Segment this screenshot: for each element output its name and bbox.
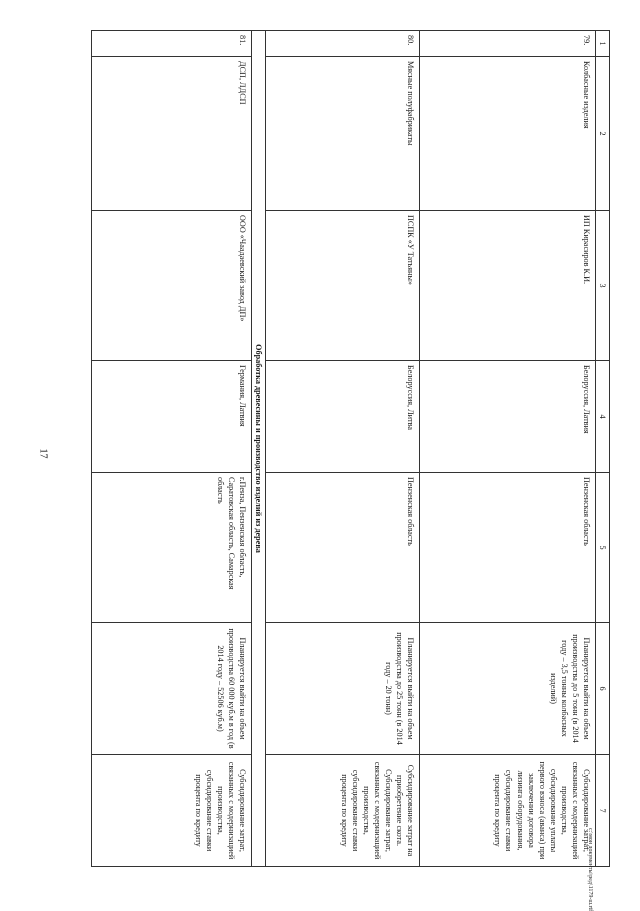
table-row — [91, 31, 251, 867]
rotated-table-sheet — [78, 30, 610, 866]
row-number: 79. — [419, 31, 595, 57]
section-title: Обработка древесины и производство изделий из дерева — [251, 31, 265, 867]
region-cell: г.Пенза, Пензенская область, Саратовская область, Самарская область — [91, 473, 251, 623]
support-cell: Субсидирование затрат, связанных с модернизацией производства, субсидирование уплаты первого взноса (аванса) при заключении договора лизинга оборудования, субсидирование ставки процента по кредиту — [419, 755, 595, 867]
countries-cell: Белоруссия, Литва — [265, 361, 419, 473]
col-header-5: 5 — [595, 473, 609, 623]
countries-cell: Германия, Латвия — [91, 361, 251, 473]
table-row — [419, 31, 595, 867]
product-cell: Мясные полуфабрикаты — [265, 57, 419, 211]
product-cell: ДСП, ЛДСП — [91, 57, 251, 211]
support-cell: Субсидирование затрат, связанных с модернизацией производства, субсидирование ставки процента по кредиту — [91, 755, 251, 867]
support-cell: Субсидирование затрат на приобретение скота. Субсидирование затрат, связанных с модернизацией производства, субсидирование ставки процента по кредиту — [265, 755, 419, 867]
col-header-1: 1 — [595, 31, 609, 57]
countries-cell: Белоруссия, Латвия — [419, 361, 595, 473]
col-header-2: 2 — [595, 57, 609, 211]
section-row — [251, 31, 265, 867]
plan-cell: Планируется выйти на объем производства до 25 тонн (в 2014 году – 20 тонн) — [265, 623, 419, 755]
header-row — [595, 31, 609, 867]
table-row — [265, 31, 419, 867]
col-header-4: 4 — [595, 361, 609, 473]
plan-cell: Планируется выйти на объем производства 60 000 куб.м в год (в 2014 году – 52506 куб.м) — [91, 623, 251, 755]
row-number: 81. — [91, 31, 251, 57]
page-number: 17 — [37, 448, 49, 459]
region-cell: Пензенская область — [419, 473, 595, 623]
data-table — [91, 30, 610, 867]
footer-file-path: c:\мои документы\ред\1179-ш.rtf — [587, 828, 593, 911]
col-header-6: 6 — [595, 623, 609, 755]
producer-cell: ИП Кирасиров К.И. — [419, 211, 595, 361]
col-header-7: 7 — [595, 755, 609, 867]
region-cell: Пензенская область — [265, 473, 419, 623]
row-number: 80. — [265, 31, 419, 57]
col-header-3: 3 — [595, 211, 609, 361]
product-cell: Колбасные изделия — [419, 57, 595, 211]
producer-cell: ПСПК «У Татьяны» — [265, 211, 419, 361]
plan-cell: Планируется выйти на объем производства до 5 тонн (в 2014 году – 3,5 тонны колбасных изделий) — [419, 623, 595, 755]
producer-cell: ООО «Чаадаевский завод ДП» — [91, 211, 251, 361]
